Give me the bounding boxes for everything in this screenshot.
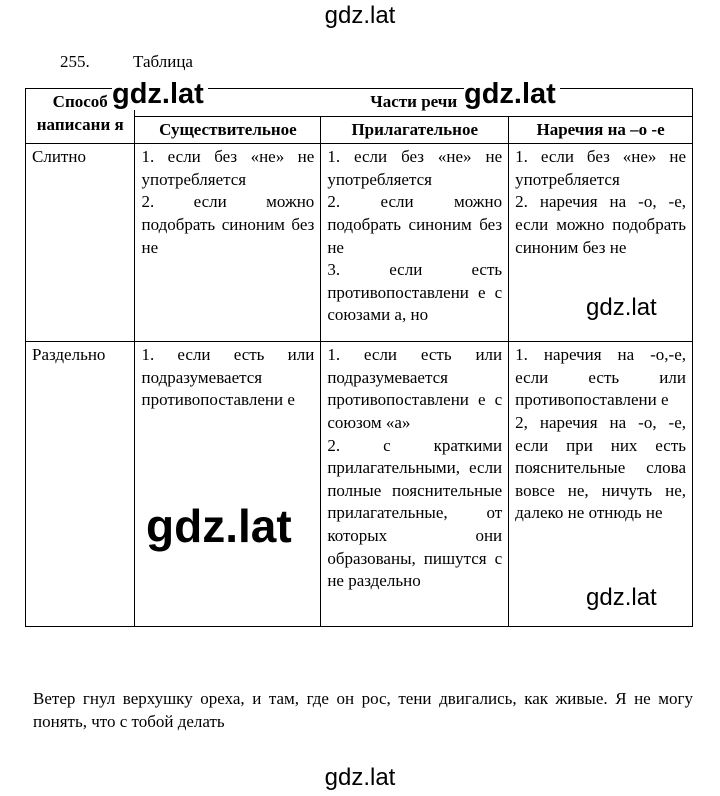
cell-together-adjective: 1. если без «не» не употребляется 2. если можно подобрать синоним без не 3. если есть противопоставлени е с союзами а, но [321, 144, 509, 342]
task-title: Таблица [133, 52, 193, 71]
cell-separately-adjective: 1. если есть или подразумевается противопоставлени е с союзом «а» 2. с краткими прилагательными, если полные пояснительные прилагательные, от которых они образованы, пишутся с не раздельно [321, 342, 509, 627]
watermark-large: gdz.lat [146, 500, 292, 552]
column-header-noun: Существительное [135, 116, 321, 144]
task-number: 255. [60, 52, 90, 71]
row-label-separately: Раздельно [26, 342, 135, 627]
watermark-mid-right: gdz.lat [586, 294, 657, 321]
watermark-low-right: gdz.lat [586, 584, 657, 611]
watermark-header-right: gdz.lat [464, 78, 560, 110]
watermark-header-left: gdz.lat [112, 78, 208, 110]
parts-of-speech-header: Части речи [135, 89, 693, 117]
watermark-bottom: gdz.lat [324, 764, 396, 791]
watermark-top: gdz.lat [324, 2, 396, 29]
corner-header: Способ написани я [26, 89, 135, 144]
cell-together-adverb: 1. если без «не» не употребляется 2. наречия на -о, -е, если можно подобрать синоним без не [509, 144, 693, 342]
row-label-together: Слитно [26, 144, 135, 342]
spelling-table [25, 88, 693, 627]
column-header-adjective: Прилагательное [321, 116, 509, 144]
column-header-adverb: Наречия на –о -е [509, 116, 693, 144]
cell-separately-adverb: 1. наречия на -о,-е, если есть или противопоставлени е 2, наречия на -о, -е, если при них есть пояснительные слова вовсе не, ничуть не, далеко не отнюдь не [509, 342, 693, 627]
answer-paragraph: Ветер гнул верхушку ореха, и там, где он рос, тени двигались, как живые. Я не могу понять, что с тобой делать [33, 689, 693, 731]
cell-together-noun: 1. если без «не» не употребляется 2. если можно подобрать синоним без не [135, 144, 321, 342]
cell-separately-noun: 1. если есть или подразумевается противопоставлени е [135, 342, 321, 627]
